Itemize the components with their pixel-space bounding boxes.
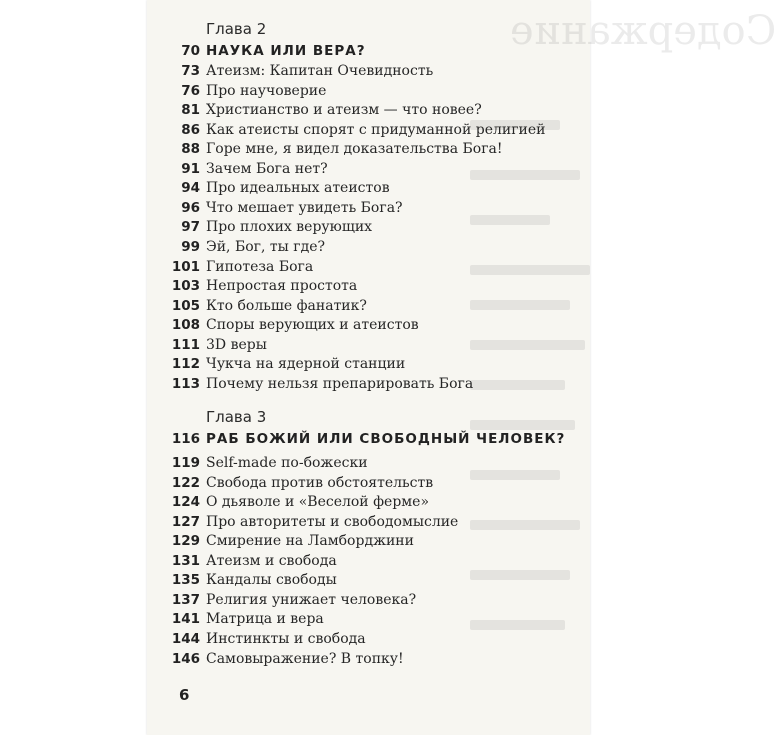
toc-entry-page: 108	[171, 317, 200, 334]
toc-entry-page: 144	[171, 631, 200, 647]
toc-entry-page: 119	[171, 455, 200, 471]
toc-entry-page: 101	[171, 258, 200, 275]
toc-entry-page: 103	[171, 278, 200, 295]
toc-entry-page: 112	[171, 356, 200, 373]
toc-entry-title: Эй, Бог, ты где?	[206, 239, 325, 255]
toc-entry-page: 129	[171, 533, 200, 550]
toc-entry	[0, 651, 600, 671]
toc-entry	[0, 337, 600, 357]
toc-entry	[0, 102, 600, 122]
toc-entry	[0, 278, 600, 298]
toc-entry-title: Как атеисты спорят с придуманной религией	[206, 121, 546, 138]
toc-entry-title: 3D веры	[206, 336, 267, 353]
toc-entry-page: 96	[181, 199, 200, 216]
toc-entry-page: 76	[181, 82, 200, 99]
toc-entry-title: Чукча на ядерной станции	[206, 356, 406, 373]
toc-entry-title: Зачем Бога нет?	[206, 160, 328, 177]
toc-entry-title: Почему нельзя препарировать Бога	[206, 375, 474, 392]
chapter-page-number: 70	[181, 43, 200, 59]
toc-entry	[0, 356, 600, 376]
toc-entry-title: Христианство и атеизм — что новее?	[206, 102, 482, 119]
toc-entry	[0, 141, 600, 161]
toc-entry-title: Смирение на Ламборджини	[206, 533, 414, 550]
toc-entry-page: 73	[181, 63, 200, 79]
toc-entry-title: Кандалы свободы	[206, 572, 337, 589]
toc-entry-page: 105	[171, 297, 200, 314]
toc-entry	[0, 455, 600, 475]
toc-entry-title: Свобода против обстоятельств	[206, 474, 434, 491]
toc-entry-title: Про авторитеты и свободомыслие	[206, 513, 459, 530]
toc-entry-title: Непростая простота	[206, 278, 358, 295]
toc-entry-title: О дьяволе и «Веселой ферме»	[206, 494, 430, 511]
toc-entry-page: 81	[181, 102, 200, 119]
toc-entry-page: 146	[171, 650, 200, 667]
toc-entry	[0, 514, 600, 534]
toc-entry-page: 137	[171, 591, 200, 608]
toc-entry	[0, 533, 600, 553]
toc-entry	[0, 219, 600, 239]
toc-entry-page: 111	[171, 336, 200, 353]
toc-entry	[0, 83, 600, 103]
toc-entry	[0, 611, 600, 631]
toc-entry	[0, 161, 600, 181]
toc-entry-page: 131	[171, 552, 200, 569]
toc-entry-title: Что мешает увидеть Бога?	[206, 199, 403, 216]
toc-entry-page: 113	[171, 375, 200, 392]
page-number: 6	[179, 686, 190, 704]
toc-entry-title: Горе мне, я видел доказательства Бога!	[206, 141, 503, 158]
chapter-title: РАБ БОЖИЙ ИЛИ СВОБОДНЫЙ ЧЕЛОВЕК?	[206, 431, 566, 447]
toc-entry-title: Self-made по-божески	[206, 455, 368, 471]
chapter-title-row	[0, 431, 600, 451]
toc-entry-title: Про идеальных атеистов	[206, 180, 390, 197]
toc-entry	[0, 63, 600, 83]
toc-entry	[0, 572, 600, 592]
toc-entry	[0, 200, 600, 220]
toc-entry	[0, 553, 600, 573]
toc-entry-title: Атеизм: Капитан Очевидность	[206, 63, 434, 79]
chapter-title: НАУКА ИЛИ ВЕРА?	[206, 43, 366, 59]
toc-entry-page: 122	[171, 474, 200, 491]
bleed-through: Содержание	[440, 0, 600, 735]
toc-entry-title: Споры верующих и атеистов	[206, 317, 419, 334]
toc-entry-title: Религия унижает человека?	[206, 591, 417, 608]
toc-entry-page: 86	[181, 121, 200, 138]
chapter-label: Глава 3	[206, 408, 267, 426]
toc-entry-title: Про научоверие	[206, 82, 327, 99]
toc-entry	[0, 180, 600, 200]
toc-entry-title: Кто больше фанатик?	[206, 297, 367, 314]
toc-entry-page: 91	[181, 160, 200, 177]
toc-entry-page: 99	[181, 239, 200, 255]
toc-entry-page: 135	[171, 572, 200, 589]
toc-entry	[0, 475, 600, 495]
toc-entry	[0, 259, 600, 279]
toc-entry	[0, 494, 600, 514]
toc-entry-title: Инстинкты и свобода	[206, 631, 366, 647]
toc-entry-title: Матрица и вера	[206, 611, 324, 628]
toc-entry	[0, 317, 600, 337]
toc-entry-page: 127	[171, 513, 200, 530]
toc-entry	[0, 592, 600, 612]
toc-entry	[0, 631, 600, 651]
toc-entry	[0, 376, 600, 396]
toc-entry-title: Самовыражение? В топку!	[206, 650, 404, 667]
toc-entry-title: Про плохих верующих	[206, 219, 373, 236]
toc-entry-page: 124	[171, 494, 200, 511]
toc-entry-page: 141	[171, 611, 200, 628]
chapter-label: Глава 2	[206, 20, 267, 38]
toc-entry-page: 94	[181, 180, 200, 197]
toc-entry	[0, 298, 600, 318]
toc-entry-title: Гипотеза Бога	[206, 258, 314, 275]
toc-entry	[0, 122, 600, 142]
toc-entry-page: 88	[181, 141, 200, 158]
toc-entry-page: 97	[181, 219, 200, 236]
chapter-page-number: 116	[171, 431, 200, 447]
toc-entry-title: Атеизм и свобода	[206, 552, 337, 569]
chapter-title-row	[0, 43, 600, 63]
toc-entry	[0, 239, 600, 259]
